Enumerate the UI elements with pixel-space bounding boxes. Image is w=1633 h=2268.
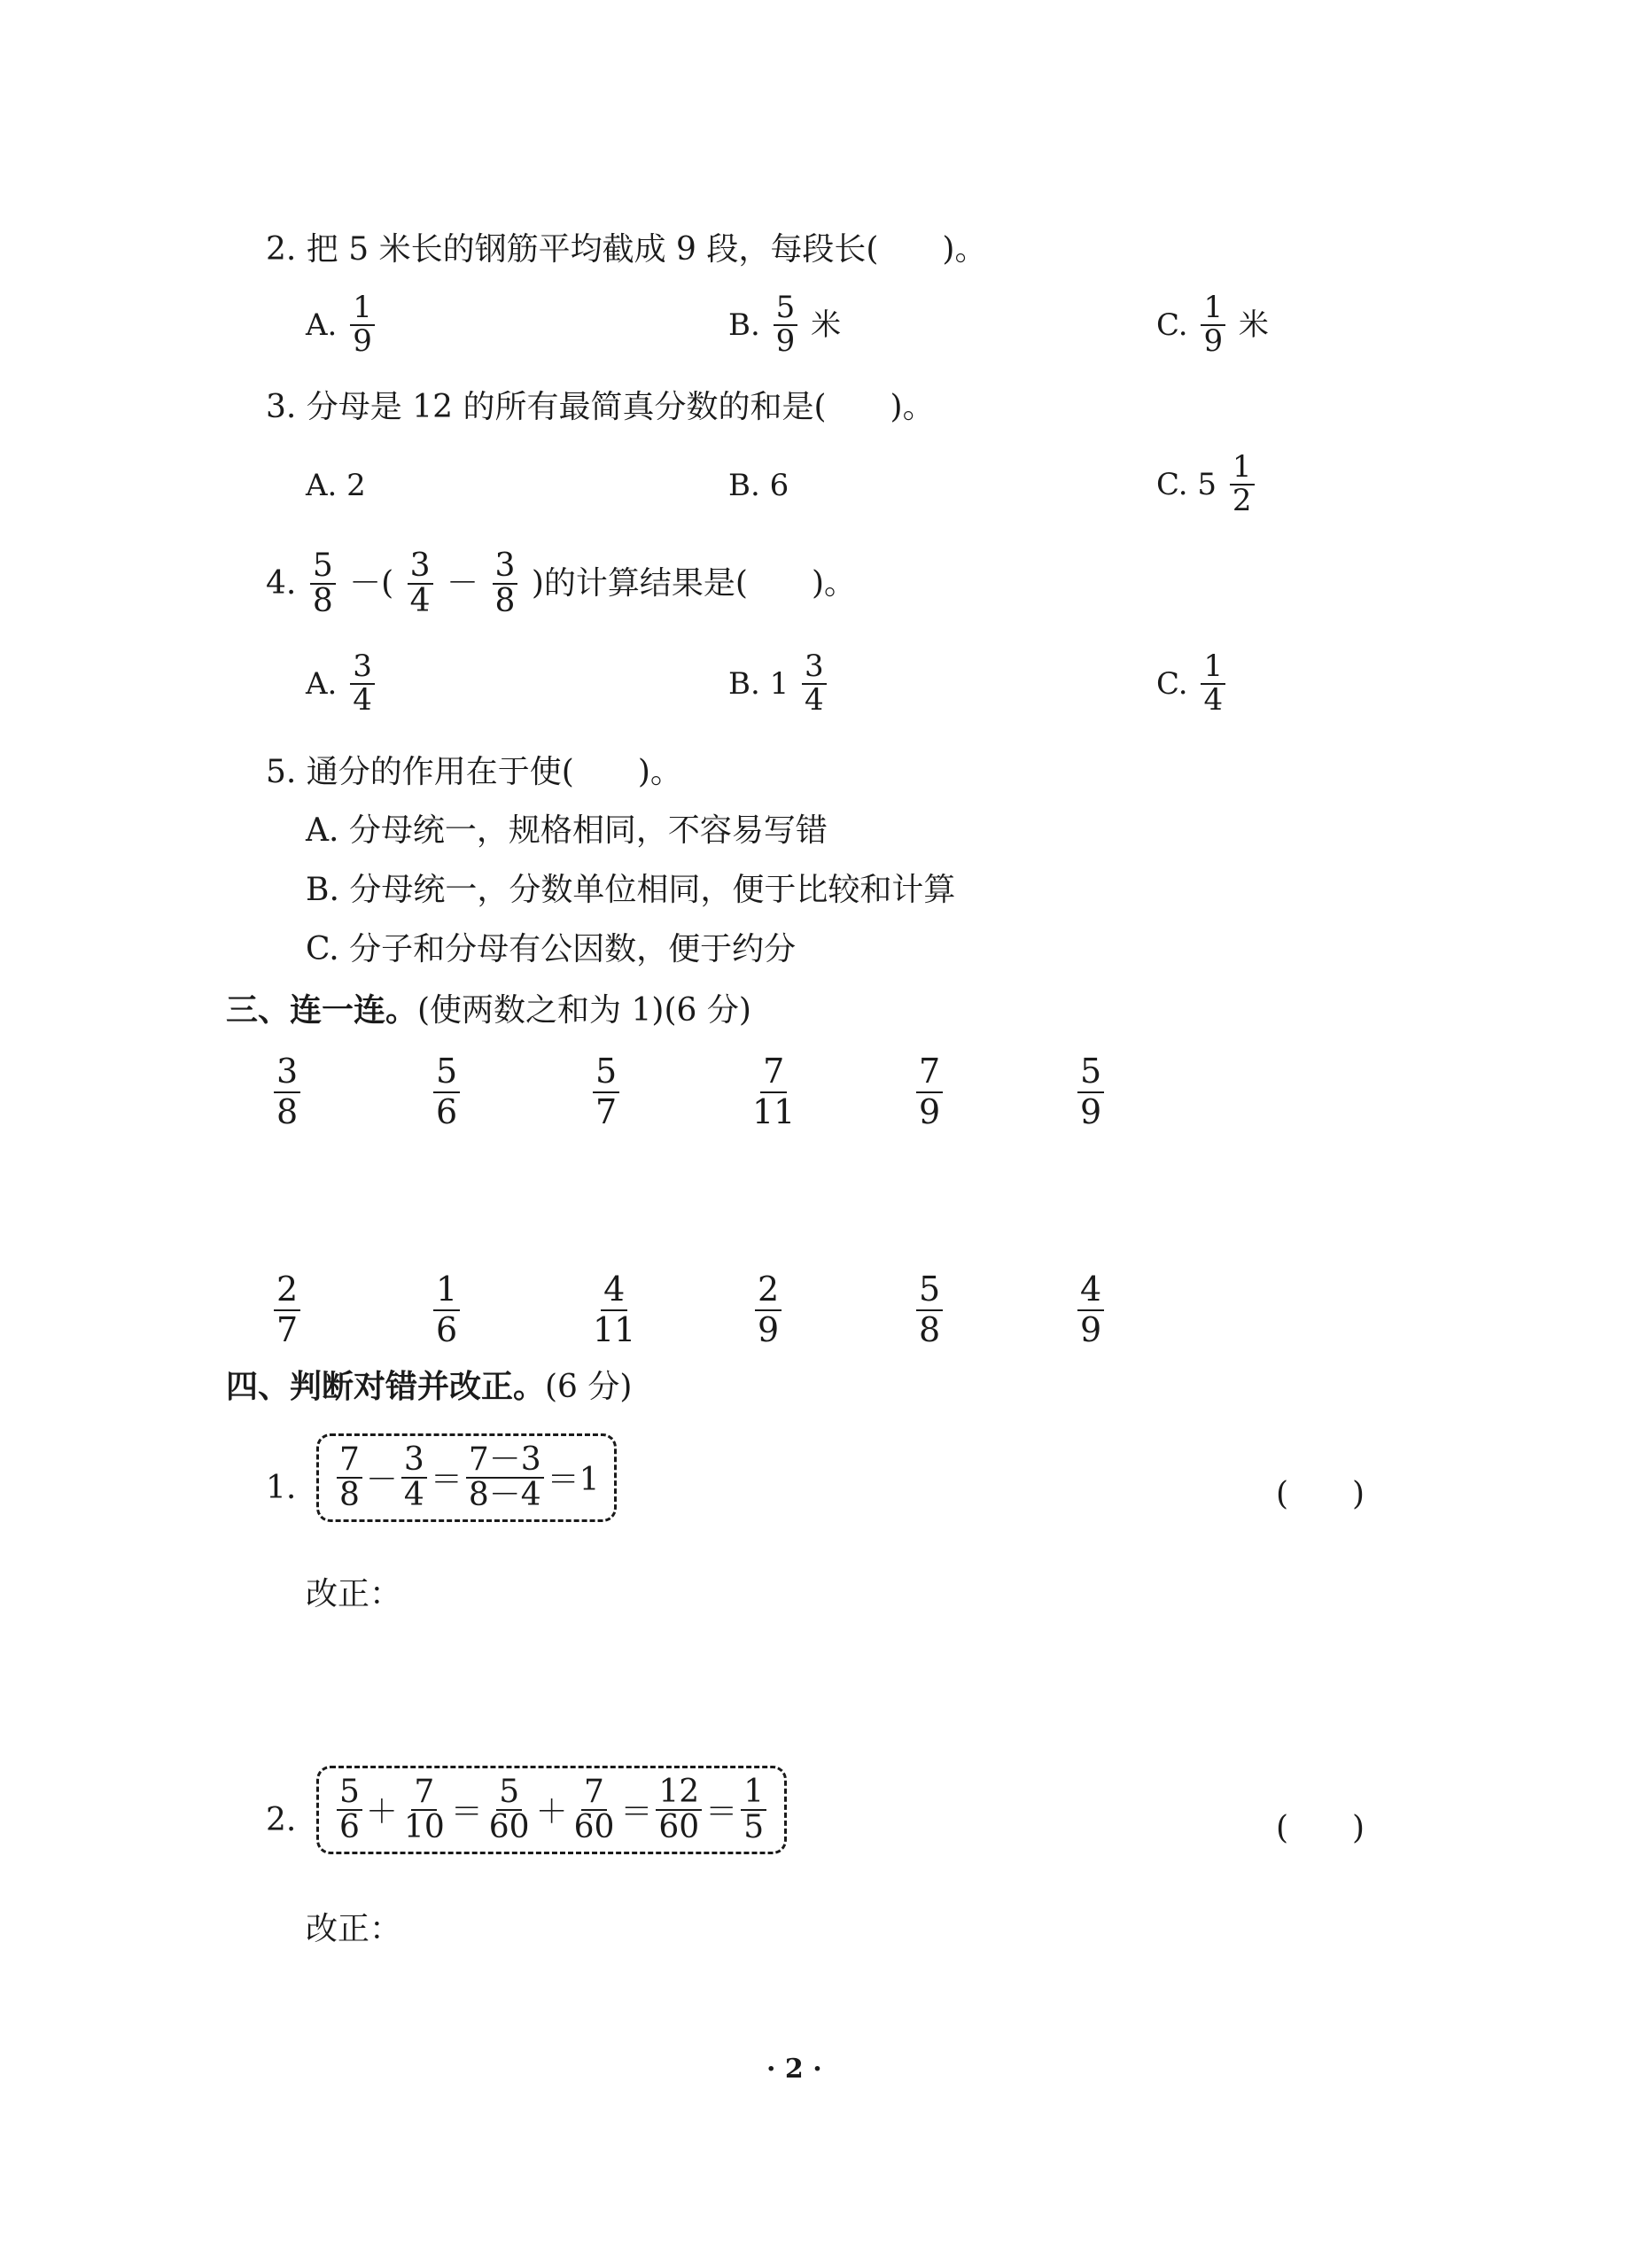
q5-option-c[interactable]: C. 分子和分母有公因数，便于约分 [306,931,797,967]
question-5-stem: 5. 通分的作用在于使( )。 [266,754,682,790]
judge-item-1-expression: $\frac{7}{8}$ － $\frac{3}{4}$ ＝ $\frac{7-3}{8-4}$ ＝1 [316,1433,617,1522]
match-bottom-4[interactable]: $\frac{2}{9}$ [751,1270,785,1349]
fraction: $\frac{5}{9}$ [774,292,798,357]
q2-option-a[interactable] [306,292,378,357]
match-top-2[interactable]: $\frac{5}{6}$ [430,1052,463,1131]
section-title: 四、判断对错并改正。 [226,1368,546,1405]
q3-option-a[interactable]: A. 2 [306,468,366,503]
match-bottom-6[interactable]: $\frac{4}{9}$ [1074,1270,1108,1349]
option-label: A. [306,665,338,702]
match-top-1[interactable]: $\frac{3}{8}$ [270,1052,304,1131]
section-4-heading [226,1369,632,1405]
q5-option-a[interactable]: A. 分母统一，规格相同，不容易写错 [306,812,828,849]
match-bottom-2[interactable]: $\frac{1}{6}$ [430,1270,463,1349]
q4-option-c[interactable] [1156,651,1229,716]
fraction: $\frac{3}{4}$ [350,651,375,716]
fraction: $\frac{1}{9}$ [350,292,375,357]
judge-item-2-expression: $\frac{5}{6}$ ＋ $\frac{7}{10}$ ＝ $\frac{5}{60}$ ＋ $\frac{7}{60}$ ＝ $\frac{12}{60}$ ＝ $\frac{1}{5}$ [316,1766,787,1854]
option-label: C. [1156,665,1188,702]
match-top-6[interactable]: $\frac{5}{9}$ [1074,1052,1108,1131]
question-4-stem: 4. $\frac{5}{8}$ －( $\frac{3}{4}$ － $\frac{3}{8}$ )的计算结果是( )。 [266,548,856,619]
fraction: $\frac{3}{4}$ [408,549,433,618]
option-label: A. [306,307,338,343]
option-label: C. 5 [1156,466,1217,502]
q2-option-b[interactable] [728,292,841,357]
fraction: $\frac{1}{9}$ [1201,292,1225,357]
unit-label: 米 [811,307,842,343]
fraction: $\frac{3}{4}$ [802,651,827,716]
match-bottom-5[interactable]: $\frac{5}{8}$ [913,1270,946,1349]
q3-option-b[interactable]: B. 6 [728,468,789,503]
section-3-heading [226,992,751,1029]
option-label: B. 1 [728,665,789,702]
fraction: $\frac{5}{8}$ [310,549,336,618]
correction-label-1: 改正： [306,1576,402,1612]
option-label: C. [1156,307,1188,343]
option-label: B. [728,307,760,343]
match-top-4[interactable]: $\frac{7}{11}$ [752,1052,796,1131]
question-2-stem: 2. 把 5 米长的钢筋平均截成 9 段，每段长( )。 [266,231,987,268]
judge-item-1-label: 1. [266,1470,297,1506]
match-bottom-3[interactable]: $\frac{4}{11}$ [593,1270,636,1349]
judge-answer-2[interactable]: ( ) [1276,1810,1365,1846]
q5-option-b[interactable]: B. 分母统一，分数单位相同，便于比较和计算 [306,872,956,908]
q4-option-a[interactable] [306,651,378,716]
correction-label-2: 改正： [306,1911,402,1947]
match-top-5[interactable]: $\frac{7}{9}$ [913,1052,946,1131]
section-title: 三、连一连。 [226,991,418,1029]
section-note: (6 分) [545,1369,633,1405]
q2-option-c[interactable] [1156,292,1269,357]
judge-item-2-label: 2. [266,1802,297,1838]
q3-option-c[interactable] [1156,449,1258,518]
fraction: $\frac{1}{2}$ [1230,452,1255,517]
fraction: $\frac{3}{8}$ [493,549,518,618]
match-top-3[interactable]: $\frac{5}{7}$ [589,1052,623,1131]
section-note: (使两数之和为 1)(6 分) [417,992,751,1029]
judge-answer-1[interactable]: ( ) [1276,1476,1365,1512]
q4-option-b[interactable] [728,651,830,716]
page-number: · 2 · [766,2054,822,2085]
unit-label: 米 [1238,307,1269,343]
match-bottom-1[interactable]: $\frac{2}{7}$ [270,1270,304,1349]
question-3-stem: 3. 分母是 12 的所有最简真分数的和是( )。 [266,389,935,425]
fraction: $\frac{1}{4}$ [1201,651,1225,716]
